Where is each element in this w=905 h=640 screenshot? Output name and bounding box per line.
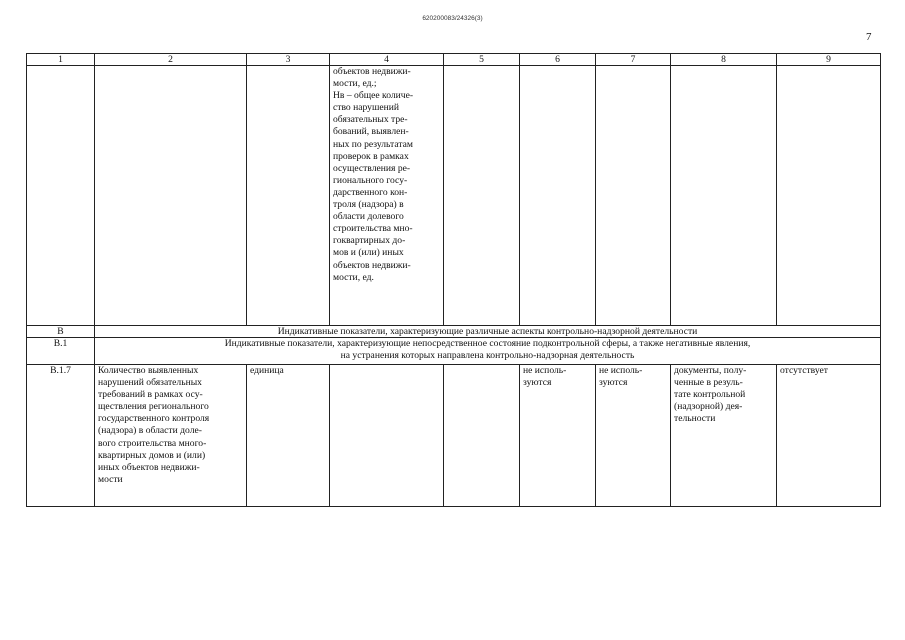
table-row [27,365,881,507]
table-cell [27,66,95,326]
table-cell [596,66,671,326]
section-title: Индикативные показатели, характеризующие различные аспекты контрольно-надзорной деятельности [95,326,881,338]
indicator-col7: не исполь- зуются [596,365,671,507]
page-number: 7 [866,31,872,43]
indicator-col5 [444,365,520,507]
subsection-title: Индикативные показатели, характеризующие непосредственное состояние подконтрольной сферы, а также негативные явления, на устранения которых направлена контрольно-надзорная деятельность [95,338,881,365]
table-cell [247,66,330,326]
document-id: 620200083/24326(3) [422,15,483,22]
indicator-formula [330,365,444,507]
table-cell [95,66,247,326]
table-cell [671,66,777,326]
column-number: 9 [777,54,881,66]
indicator-col6: не исполь- зуются [520,365,596,507]
indicator-code: В.1.7 [27,365,95,507]
column-number: 3 [247,54,330,66]
indicator-col9: отсутствует [777,365,881,507]
column-number: 5 [444,54,520,66]
indicator-unit: единица [247,365,330,507]
column-number-row [27,54,881,66]
subsection-row [27,338,881,365]
column-number: 1 [27,54,95,66]
continuation-row [27,66,881,326]
indicators-table [26,53,881,507]
indicator-source: документы, полу- ченные в резуль- тате контрольной (надзорной) дея- тельности [671,365,777,507]
column-number: 7 [596,54,671,66]
table-cell [777,66,881,326]
table-cell [444,66,520,326]
formula-description-cell: объектов недвижи- мости, ед.; Нв – общее количе- ство нарушений обязательных тре- бований, выявлен- ных по результатам проверок в рамках осуществления ре- гионального госу- дарственного кон- троля (надзора) в области долевого строительства мно- гоквартирных до- мов и (или) иных объектов недвижи- мости, ед. [330,66,444,326]
subsection-code: В.1 [27,338,95,365]
table-cell [520,66,596,326]
column-number: 4 [330,54,444,66]
column-number: 6 [520,54,596,66]
column-number: 8 [671,54,777,66]
indicator-name: Количество выявленных нарушений обязательных требований в рамках осу- ществления регионального государственного контроля (надзора) в области доле- вого строительства много- квартирных домов и (или) иных объектов недвижи- мости [95,365,247,507]
section-row [27,326,881,338]
column-number: 2 [95,54,247,66]
section-code: В [27,326,95,338]
